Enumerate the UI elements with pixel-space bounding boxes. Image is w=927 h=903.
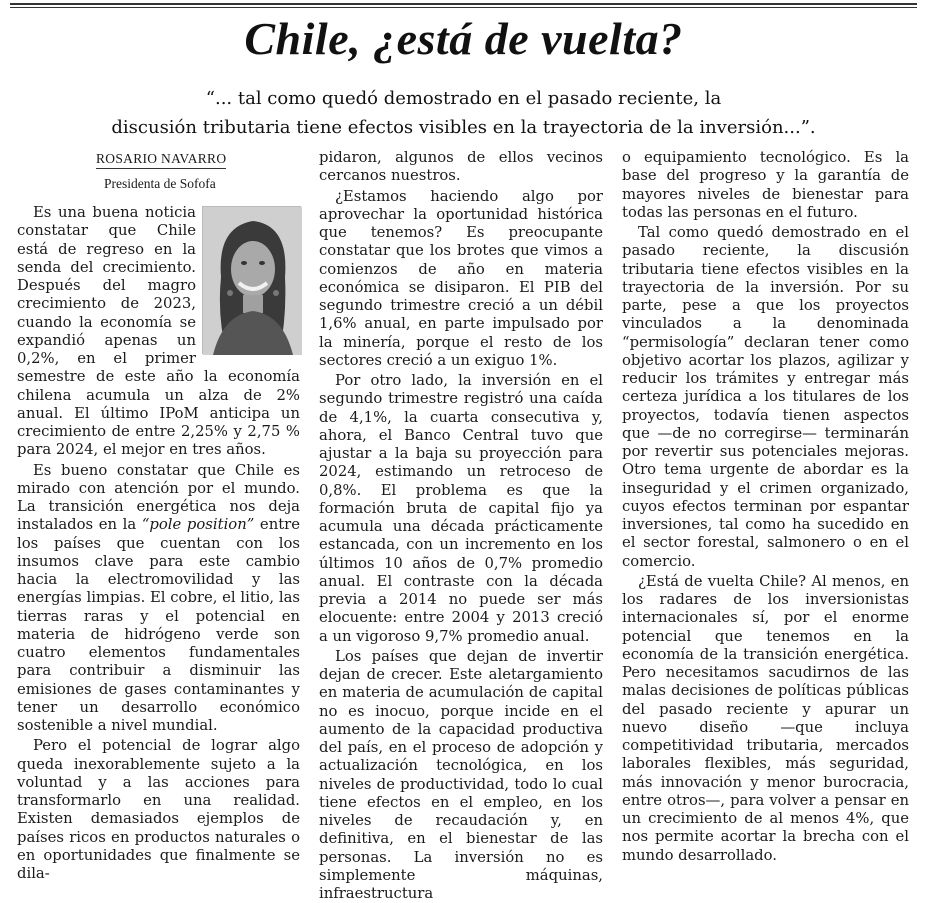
paragraph: Tal como quedó demostrado en el pasado reciente, la discusión tributaria tiene efectos visibles en la trayectoria de la inversión. Por su parte, pese a que los proyectos vinculados a la denominada “permisología” declaran tener como objetivo acortar los plazos, agilizar y reducir los trámites y entregar más certeza jurídica a los titulares de los proyectos, todavía tienen aspectos que —de no corregirse— terminarán por revertir sus potenciales mejoras. Otro tema urgente de abordar es la inseguridad y el crimen organizado, cuyos efectos terminan por espantar inversiones, tal como ha sucedido en el sector forestal, salmonero o en el comercio.: [622, 224, 909, 570]
top-rule-thin: [10, 7, 917, 8]
paragraph: pidaron, algunos de ellos vecinos cercanos nuestros.: [319, 149, 603, 185]
byline: [96, 151, 226, 169]
paragraph: ¿Está de vuelta Chile? Al menos, en los radares de los inversionistas internacionales sí, por el enorme potencial que tenemos en la economía de la transición energética. Pero necesitamos sacudirnos de las malas decisiones de políticas públicas del pasado reciente y apurar un nuevo diseño —que incluya competitividad tributaria, mercados laborales flexibles, más seguridad, más innovación y menor burocracia, entre otros—, para volver a pensar en un crecimiento de al menos 4%, que nos permite acortar la brecha con el mundo desarrollado.: [622, 572, 909, 864]
portrait-image: [203, 207, 302, 355]
author-name: ROSARIO NAVARRO: [96, 151, 226, 169]
author-role: Presidenta de Sofofa: [104, 176, 216, 191]
paragraph: Por otro lado, la inversión en el segundo trimestre registró una caída de 4,1%, la cuarta consecutiva y, ahora, el Banco Central tuvo que ajustar a la baja su proyección para 2024, estimando un retroceso de 0,8%. El problema es que la formación bruta de capital fijo ya acumula una década prácticamente estancada, con un incremento en los últimos 10 años de 0,7% promedio anual. El contraste con la década previa a 2014 no puede ser más elocuente: entre 2004 y 2013 creció a un vigoroso 9,7% promedio anual.: [319, 372, 603, 645]
column-3: [622, 149, 909, 865]
author-photo: [202, 206, 301, 354]
paragraph: Pero el potencial de lograr algo queda inexorablemente sujeto a la voluntad y a las acciones para transformarlo en una realidad. Existen demasiados ejemplos de países ricos en productos naturales o en oportunidades que finalmente se dila-: [17, 737, 300, 882]
column-1: [17, 204, 300, 883]
paragraph: o equipamiento tecnológico. Es la base del progreso y la garantía de mayores niveles de bienestar para todas las personas en el futuro.: [622, 149, 909, 221]
paragraph: Es bueno constatar que Chile es mirado con atención por el mundo. La transición energética nos deja instalados en la “pole position” entre los países que cuentan con los insumos clave para este cambio hacia la electromovilidad y las energías limpias. El cobre, el litio, las tierras raras y el potencial en materia de hidrógeno verde son cuatro elementos fundamentales para contribuir a disminuir las emisiones de gases contaminantes y tener un desarrollo económico sostenible a nivel mundial.: [17, 461, 300, 734]
article-title: Chile, ¿está de vuelta?: [244, 13, 683, 64]
paragraph: Los países que dejan de invertir dejan de crecer. Este aletargamiento en materia de acumulación de capital no es inocuo, porque incide en el aumento de la capacidad productiva del país, en el proceso de adopción y actualización tecnológica, en los niveles de productividad, todo lo cual tiene efectos en el empleo, en los niveles de recaudación y, en definitiva, en el bienestar de las personas. La inversión no es simplemente máquinas, infraestructura: [319, 647, 603, 902]
paragraph: Es una buena noticia constatar que Chile está de regreso en la senda del crecimiento. Después del magro crecimiento de 2023, cuando la economía se expandió apenas un 0,2%, en el primer semestre de este año la economía chilena acumula un alza de 2% anual. El último IPoM anticipa un crecimiento de entre 2,25% y 2,75 % para 2024, el mejor en tres años.: [17, 204, 300, 459]
pull-quote-line-1: “... tal como quedó demostrado en el pasado reciente, la: [205, 88, 722, 109]
top-rule-thick: [10, 3, 917, 5]
paragraph: ¿Estamos haciendo algo por aprovechar la oportunidad histórica que tenemos? Es preocupante constatar que los brotes que vimos a comienzos de año en materia económica se disiparon. El PIB del segundo trimestre creció a un débil 1,6% anual, en parte impulsado por la minería, porque el resto de los sectores creció a un exiguo 1%.: [319, 187, 603, 369]
column-2: [319, 149, 603, 903]
pull-quote-line-2: discusión tributaria tiene efectos visibles en la trayectoria de la inversión...”.: [111, 117, 816, 138]
